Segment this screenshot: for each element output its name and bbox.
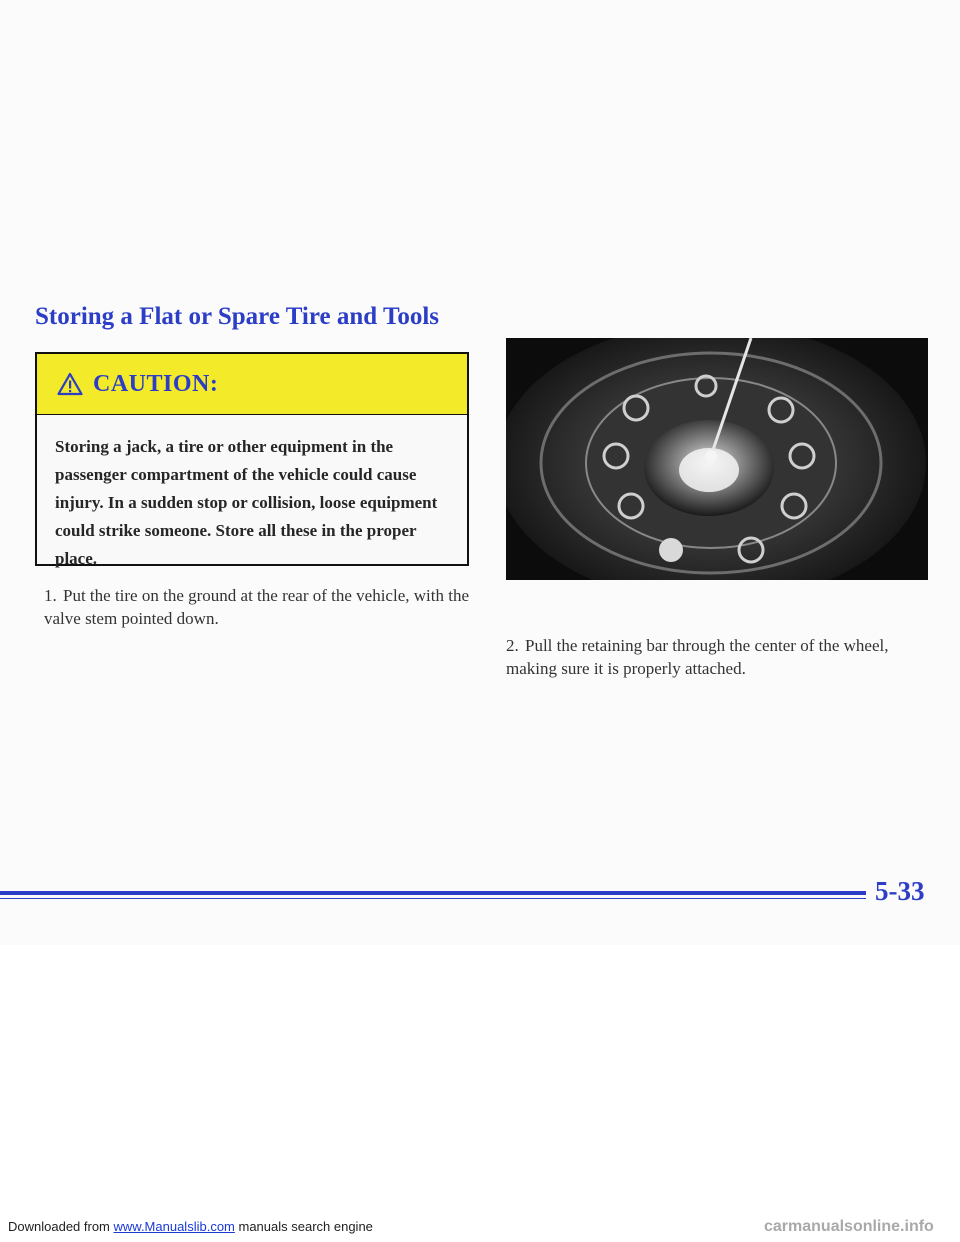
footer-rule-thin — [0, 898, 866, 899]
step-text: Pull the retaining bar through the center of the wheel, making sure it is properly attached. — [506, 636, 889, 678]
watermark: carmanualsonline.info — [764, 1218, 934, 1235]
caution-box — [35, 352, 469, 566]
spare-tire-photo — [506, 338, 928, 580]
page-number: 5-33 — [875, 876, 925, 906]
footer-rule — [0, 891, 866, 895]
footer-suffix: manuals search engine — [234, 1219, 373, 1234]
step-2 — [506, 634, 926, 680]
step-1 — [44, 584, 474, 630]
spare-wheel-image — [506, 338, 928, 580]
step-number: 2. — [506, 636, 519, 655]
warning-triangle-icon — [57, 372, 83, 396]
download-footer — [8, 1219, 373, 1234]
step-number: 1. — [44, 586, 57, 605]
step-text: Put the tire on the ground at the rear of the vehicle, with the valve stem pointed down. — [44, 586, 469, 628]
manualslib-link[interactable]: www.Manualslib.com — [113, 1219, 235, 1234]
section-title: Storing a Flat or Spare Tire and Tools — [35, 303, 440, 330]
caution-header — [37, 354, 467, 415]
footer-prefix: Downloaded from — [8, 1219, 114, 1234]
caution-text: Storing a jack, a tire or other equipment in the passenger compartment of the vehicle could cause injury. In a sudden stop or collision, loose equipment could strike someone. Store all these in the proper place. — [55, 437, 438, 568]
caution-label: CAUTION: — [93, 370, 219, 397]
